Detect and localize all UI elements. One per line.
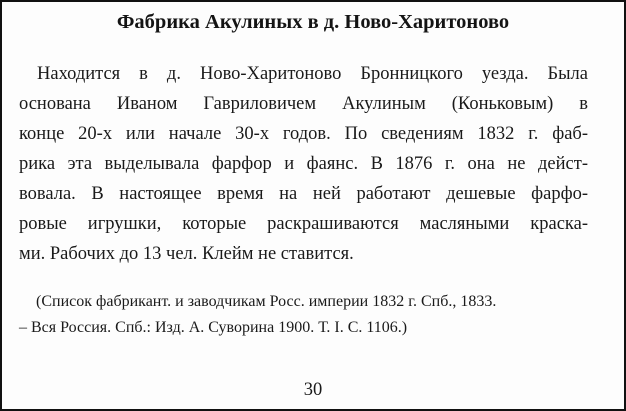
paragraph-line: рика эта выделывала фарфор и фаянс. В 1876 г. она не дейст- [19, 154, 588, 174]
reference-line: (Список фабрикант. и заводчикам Росс. империи 1832 г. Спб., 1833. [36, 293, 497, 310]
paragraph-line: вовала. В настоящее время на ней работают дешевые фарфо- [19, 184, 588, 204]
paragraph-line: Находится в д. Ново-Харитоново Бронницкого уезда. Была [37, 64, 588, 84]
paragraph-line: основана Иваном Гавриловичем Акулиным (Коньковым) в [19, 94, 588, 114]
paragraph-line: конце 20-х или начале 30-х годов. По сведениям 1832 г. фаб- [19, 124, 588, 144]
paragraph-line: ровые игрушки, которые раскрашиваются масляными краска- [19, 214, 588, 234]
page-number: 30 [303, 380, 323, 400]
paragraph-line: ми. Рабочих до 13 чел. Клейм не ставится. [19, 244, 354, 264]
reference-line: – Вся Россия. Спб.: Изд. А. Суворина 1900. Т. I. С. 1106.) [19, 319, 408, 336]
page-title: Фабрика Акулиных в д. Ново-Харитоново [116, 11, 510, 33]
